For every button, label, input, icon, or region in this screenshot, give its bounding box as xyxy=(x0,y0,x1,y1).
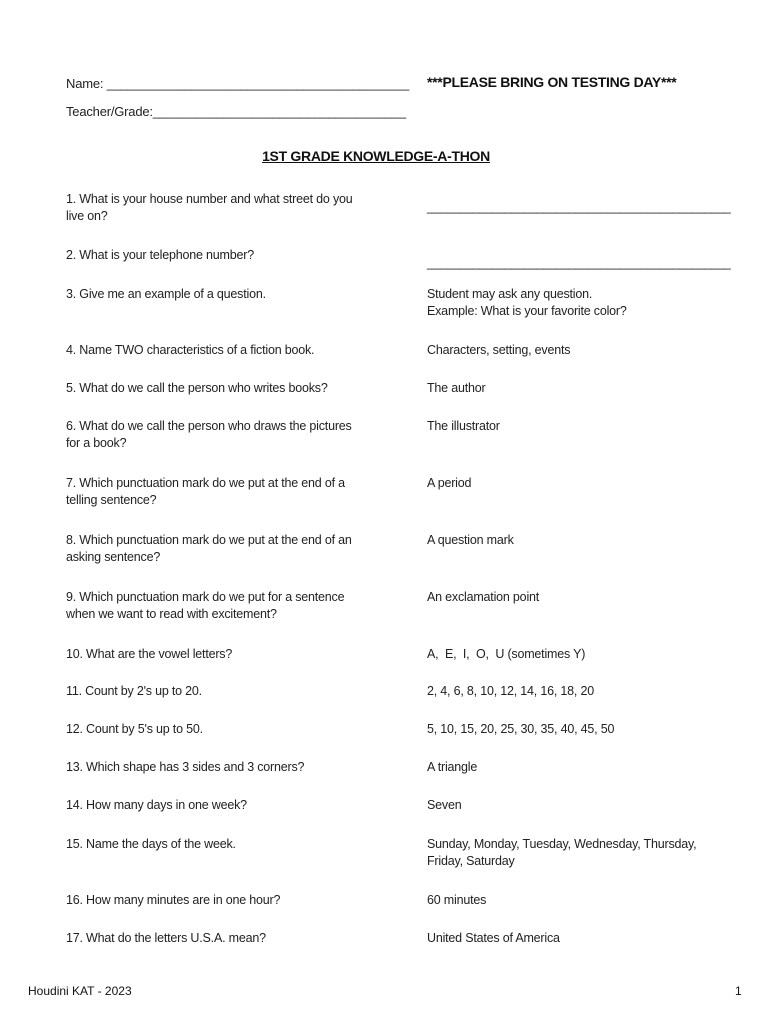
answer-4: Characters, setting, events xyxy=(427,343,571,357)
name-line: Name: ___________________________________________ xyxy=(66,76,409,91)
answer-blank-1: _______________________________________________ xyxy=(427,200,731,214)
page-title: 1ST GRADE KNOWLEDGE-A-THON xyxy=(262,148,490,164)
question-15: 15. Name the days of the week. xyxy=(66,837,236,851)
teacher-grade-line: Teacher/Grade:____________________________________ xyxy=(66,104,406,119)
question-11: 11. Count by 2's up to 20. xyxy=(66,684,202,698)
answer-7: A period xyxy=(427,476,472,490)
question-12: 12. Count by 5's up to 50. xyxy=(66,722,203,736)
answer-5: The author xyxy=(427,381,486,395)
question-13: 13. Which shape has 3 sides and 3 corners? xyxy=(66,760,305,774)
answer-3: Student may ask any question. Example: What is your favorite color? xyxy=(427,287,627,318)
question-17: 17. What do the letters U.S.A. mean? xyxy=(66,931,266,945)
answer-6: The illustrator xyxy=(427,419,500,433)
question-14: 14. How many days in one week? xyxy=(66,798,247,812)
footer-label: Houdini KAT - 2023 xyxy=(28,984,132,998)
question-10: 10. What are the vowel letters? xyxy=(66,647,233,661)
question-1: 1. What is your house number and what street do you live on? xyxy=(66,192,353,223)
answer-12: 5, 10, 15, 20, 25, 30, 35, 40, 45, 50 xyxy=(427,722,615,736)
answer-14: Seven xyxy=(427,798,462,812)
answer-10: A, E, I, O, U (sometimes Y) xyxy=(427,647,586,661)
question-8: 8. Which punctuation mark do we put at the end of an asking sentence? xyxy=(66,533,352,564)
answer-blank-2: _______________________________________________ xyxy=(427,256,731,270)
question-5: 5. What do we call the person who writes books? xyxy=(66,381,328,395)
answer-9: An exclamation point xyxy=(427,590,540,604)
question-4: 4. Name TWO characteristics of a fiction book. xyxy=(66,343,315,357)
answer-17: United States of America xyxy=(427,931,560,945)
testing-day-notice: ***PLEASE BRING ON TESTING DAY*** xyxy=(427,74,677,90)
question-7: 7. Which punctuation mark do we put at the end of a telling sentence? xyxy=(66,476,345,507)
question-3: 3. Give me an example of a question. xyxy=(66,287,266,301)
answer-8: A question mark xyxy=(427,533,514,547)
page-number: 1 xyxy=(735,984,742,998)
question-9: 9. Which punctuation mark do we put for a sentence when we want to read with excitement? xyxy=(66,590,345,621)
answer-16: 60 minutes xyxy=(427,893,487,907)
answer-11: 2, 4, 6, 8, 10, 12, 14, 16, 18, 20 xyxy=(427,684,594,698)
answer-15: Sunday, Monday, Tuesday, Wednesday, Thursday, Friday, Saturday xyxy=(427,837,697,868)
question-2: 2. What is your telephone number? xyxy=(66,248,254,262)
question-16: 16. How many minutes are in one hour? xyxy=(66,893,281,907)
answer-13: A triangle xyxy=(427,760,478,774)
question-6: 6. What do we call the person who draws the pictures for a book? xyxy=(66,419,352,450)
